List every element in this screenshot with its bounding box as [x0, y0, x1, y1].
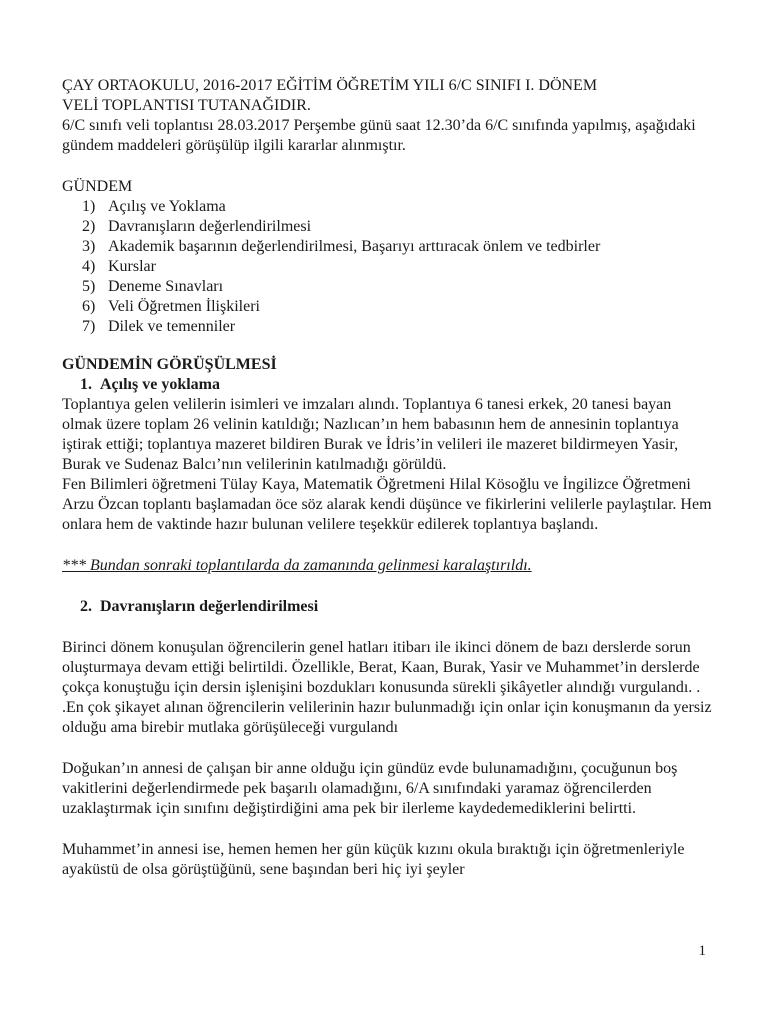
agenda-item: 6) Veli Öğretmen İlişkileri: [82, 298, 260, 315]
document-page: [62, 76, 712, 880]
agenda-item: 4) Kurslar: [82, 258, 156, 275]
agenda-item: 5) Deneme Sınavları: [82, 278, 224, 295]
section2-paragraph2: Doğukan’ın annesi de çalışan bir anne olduğu için gündüz evde bulunamadığını, çocuğunun boş vakitlerini değerlendirmede pek başarılı olamadığını, 6/A sınıfındaki yaramaz öğrencilerden uzaklaştırmak için sınıfını değiştirdiğini ama pek bir ilerleme kaydedemediklerini belirtti.: [62, 760, 678, 817]
section2-paragraph1: Birinci dönem konuşulan öğrencilerin genel hatları itibarı ile ikinci dönem de bazı derslerde sorun oluşturmaya devam ettiği belirtildi. Özellikle, Berat, Kaan, Burak, Yasir ve Muhammet’in derslerde çokça konuştuğu için dersin işlenişini bozdukları konusunda sürekli şikâyetler alındığı vurgulandı. . .En çok şikayet alınan öğrencilerin velilerinin hazır bulunmadığı için onlar için konuşmanın da yersiz olduğu ama birebir mutlaka görüşüleceği vurgulandı: [62, 639, 712, 736]
agenda-item: 7) Dilek ve temenniler: [82, 318, 236, 335]
agenda-list: [62, 197, 712, 337]
agenda-heading: GÜNDEM: [62, 178, 133, 195]
section1-note: *** Bundan sonraki toplantılarda da zamanında gelinmesi karalaştırıldı.: [62, 557, 532, 574]
agenda-item: 1) Açılış ve Yoklama: [82, 198, 226, 215]
intro-paragraph: 6/C sınıfı veli toplantısı 28.03.2017 Perşembe günü saat 12.30’da 6/C sınıfında yapılmış, aşağıdaki gündem maddeleri görüşülüp ilgili kararlar alınmıştır.: [62, 117, 696, 154]
section1-paragraph2: Fen Bilimleri öğretmeni Tülay Kaya, Matematik Öğretmeni Hilal Kösoğlu ve İngilizce Öğretmeni Arzu Özcan toplantı başlamadan öce söz alarak kendi düşünce ve fikirlerini velilerle paylaştılar. Hem onlara hem de vaktinde hazır bulunan velilere teşekkür edilerek toplantıya başlandı.: [62, 476, 712, 533]
section2-paragraph3: Muhammet’in annesi ise, hemen hemen her gün küçük kızını okula bıraktığı için öğretmenleriyle ayaküstü de olsa görüştüğünü, sene başından beri hiç iyi şeyler: [62, 841, 685, 878]
agenda-item: 2) Davranışların değerlendirilmesi: [82, 218, 312, 235]
page-number: 1: [698, 943, 706, 959]
agenda-item: 3) Akademik başarının değerlendirilmesi, Başarıyı arttıracak önlem ve tedbirler: [82, 238, 601, 255]
document-title-line1: ÇAY ORTAOKULU, 2016-2017 EĞİTİM ÖĞRETİM YILI 6/C SINIFI I. DÖNEM: [62, 77, 598, 94]
section2-title: 2. Davranışların değerlendirilmesi: [80, 598, 319, 615]
discussion-heading: GÜNDEMİN GÖRÜŞÜLMESİ: [62, 356, 277, 373]
document-title-line2: VELİ TOPLANTISI TUTANAĞIDIR.: [62, 97, 311, 114]
section1-paragraph1: Toplantıya gelen velilerin isimleri ve imzaları alındı. Toplantıya 6 tanesi erkek, 20 tanesi bayan olmak üzere toplam 26 velinin katıldığı; Nazlıcan’ın hem babasının hem de annesinin toplantıya iştirak ettiği; toplantıya mazeret bildiren Burak ve İdris’in velileri ile mazeret bildirmeyen Yasir, Burak ve Sudenaz Balcı’nın velilerinin katılmadığı görüldü.: [62, 396, 679, 473]
section1-title: 1. Açılış ve yoklama: [80, 376, 220, 393]
